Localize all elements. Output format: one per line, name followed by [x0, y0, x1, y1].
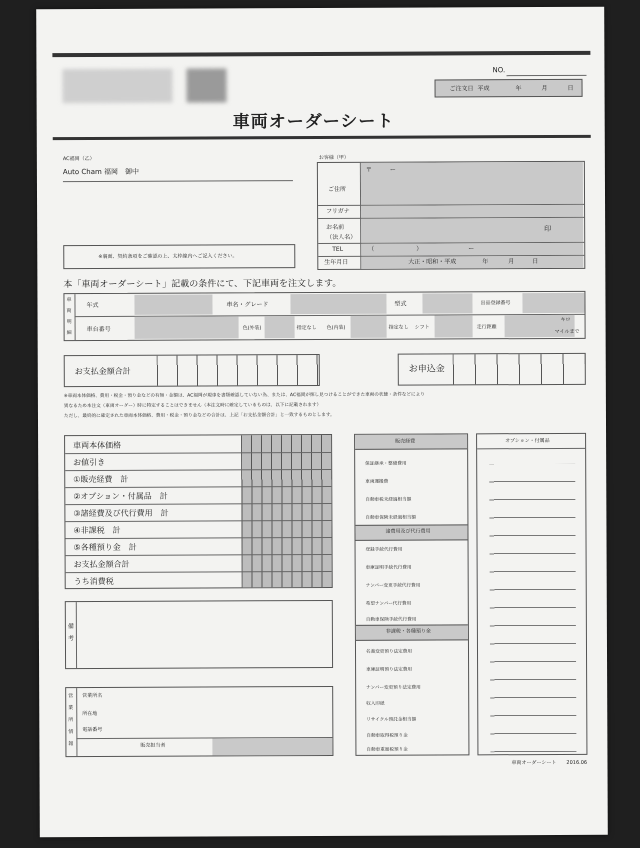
payment-total-label: お支払金額合計 — [74, 366, 131, 377]
cost-item: 自動車保険手続代行費用 — [365, 617, 417, 623]
dealer-address-label: 所在地 — [82, 710, 98, 718]
price-row-label: ④非課税 計 — [73, 525, 121, 536]
dealer-side-3: 所 — [68, 717, 74, 724]
price-row-label: ②オプション・付属品 計 — [73, 491, 168, 502]
no-label: NO. — [492, 66, 506, 75]
cost-item: 自動車税未経過相当額 — [365, 497, 412, 503]
dealer-office-label: 営業所名 — [82, 692, 103, 700]
cost-item: ナンバー変更預り法定費用 — [366, 685, 421, 691]
birth-label: 生年月日 — [324, 258, 349, 266]
price-row-label: ③諸経費及び代行費用 計 — [73, 508, 169, 519]
birth-day: 日 — [532, 258, 539, 266]
notice-box — [63, 244, 295, 269]
remarks-label-1: 備 — [67, 623, 74, 631]
postal-mark: 〒 ー — [365, 166, 396, 174]
shift-label: シフト — [414, 324, 430, 331]
cost-section-title: 販売経費 — [395, 438, 416, 445]
address-label: ご住所 — [327, 185, 347, 193]
interior-color-label: 色(内装) — [326, 324, 346, 331]
page-title: 車両オーダーシート — [232, 111, 395, 133]
order-date-year: 年 — [515, 85, 522, 93]
title-rule — [53, 135, 591, 140]
company-name: Auto Cham 福岡 御中 — [62, 167, 140, 177]
top-rule — [52, 51, 590, 57]
price-row-label: ⑤各種預り金 計 — [73, 542, 137, 553]
company-underline — [63, 180, 293, 182]
payment-total-box[interactable] — [64, 354, 320, 387]
shift-field[interactable] — [435, 315, 473, 337]
no-underline — [506, 75, 586, 76]
ac-label: AC福岡（乙） — [62, 155, 95, 163]
dealer-side-1: 営 — [68, 693, 74, 700]
options-box — [476, 433, 587, 755]
cost-item: ナンバー変更手続代行費用 — [365, 583, 421, 589]
tel-close: ） — [416, 245, 423, 253]
order-date-era: 平成 — [477, 85, 490, 93]
year-field[interactable] — [134, 294, 212, 314]
order-date-label: ご注文日 — [449, 85, 474, 93]
mile-unit: マイルまで — [554, 328, 580, 335]
vehicle-side-1: 車 — [66, 297, 72, 304]
year-label: 年式 — [86, 301, 99, 310]
price-row-label: ①販売経費 計 — [73, 474, 129, 485]
cost-item: 自動車重量税預り金 — [366, 747, 408, 753]
price-row-label: お支払金額合計 — [73, 559, 130, 570]
dealer-divider — [76, 688, 77, 756]
cost-item: 保証継承・整備費用 — [365, 461, 407, 467]
vehicle-box — [63, 291, 585, 341]
mileage-label: 走行距離 — [476, 324, 497, 331]
remarks-box[interactable] — [65, 600, 333, 669]
chassis-field[interactable] — [135, 316, 239, 338]
model-field[interactable] — [422, 293, 472, 313]
cost-item: 自動車保険未経過相当額 — [365, 515, 416, 521]
interior-color-field[interactable] — [351, 316, 387, 338]
furigana-label: フリガナ — [326, 207, 350, 215]
blurred-logo-mark — [186, 68, 226, 102]
vehicle-side-3: 明 — [66, 319, 72, 326]
reg-number-label: 出品登録番号 — [480, 300, 511, 307]
cost-section-title: 諸費用及び代行費用 — [385, 528, 431, 535]
deposit-label: お申込金 — [408, 364, 445, 375]
vehicle-side-2: 両 — [66, 308, 72, 315]
chassis-label: 車台番号 — [86, 325, 111, 334]
birth-era: 大正・昭和・平成 — [408, 258, 457, 266]
options-title: オプション・付属品 — [505, 438, 550, 445]
customer-box — [317, 161, 585, 270]
cost-item: リサイクル預託金相当額 — [366, 717, 417, 723]
car-name-field[interactable] — [290, 294, 386, 314]
options-header-line — [477, 448, 585, 449]
car-name-label: 車名・グレード — [226, 301, 269, 309]
tel-dash: ー — [468, 245, 475, 253]
price-table — [64, 434, 333, 589]
deposit-box[interactable] — [398, 353, 586, 386]
order-date-day: 日 — [567, 84, 574, 92]
cost-item: 希望ナンバー代行費用 — [365, 601, 412, 607]
footer-text: 車両オーダーシート 2016.06 — [511, 759, 588, 767]
cost-item: 自動車取得税預り金 — [366, 733, 408, 739]
terms-line-1: ※車両本体価格、費用・税金・預り金などの有無・金額は、AC福岡が現車を書類確認していない為、または、AC福岡が探し見つけることができた車両の状態・条件などにより — [63, 392, 425, 400]
blurred-logo — [62, 69, 172, 103]
name-label: お名前 （法人名） — [326, 223, 357, 241]
birth-field[interactable] — [361, 256, 583, 269]
price-amount-grid — [241, 435, 332, 587]
exterior-none: 指定なし — [296, 325, 317, 332]
order-statement: 本「車両オーダーシート」記載の条件にて、下記車両を注文します。 — [63, 278, 342, 291]
terms-line-2: 異なるため本注文（車両オーダー）時に特定することはできません（本注文時に確定しているものは、以下に記載されます） — [63, 403, 322, 410]
cost-item: 名義変更預り法定費用 — [365, 649, 412, 655]
order-date-box[interactable] — [435, 79, 583, 98]
cost-item: 車庫証明手続代行費用 — [365, 565, 412, 571]
tel-open: （ — [368, 245, 375, 253]
km-unit: キロ — [560, 316, 571, 323]
terms-line-3: ただし、最終的に確定された車両本体価格、費用・税金・預り金などの合計は、上記「お支払金額合計」と一致するものとします。 — [63, 412, 335, 420]
dealer-box — [65, 686, 333, 757]
birth-month: 月 — [508, 258, 515, 266]
deposit-digits — [453, 354, 585, 385]
options-lines — [489, 464, 576, 752]
order-sheet-paper — [36, 7, 608, 837]
dealer-phone-label: 電話番号 — [82, 726, 103, 734]
payment-total-digits — [157, 355, 319, 386]
notice-text: ※裏面、契約条項をご確認の上、太枠線内へご記入ください。 — [98, 253, 238, 260]
dealer-side-2: 業 — [68, 705, 74, 712]
remarks-label-2: 考 — [67, 635, 74, 643]
customer-label: お客様（甲） — [318, 154, 349, 162]
remarks-divider — [76, 602, 77, 668]
model-label: 型式 — [394, 300, 407, 308]
cost-box — [354, 433, 469, 755]
exterior-color-label: 色(外装) — [242, 325, 262, 332]
cost-item: 車両運搬費 — [365, 479, 389, 485]
birth-year: 年 — [482, 258, 489, 266]
seal-mark: 印 — [544, 224, 552, 234]
exterior-color-field[interactable] — [265, 316, 295, 338]
cost-item: 車庫証明預り法定費用 — [366, 667, 413, 673]
vehicle-side-4: 細 — [66, 330, 72, 337]
tel-label: TEL — [332, 245, 344, 253]
price-row-label: お値引き — [73, 457, 106, 468]
reg-number-field[interactable] — [522, 293, 584, 313]
price-row-label: 車両本体価格 — [73, 440, 122, 451]
price-row-label: うち消費税 — [73, 576, 114, 587]
interior-none: 指定なし — [388, 324, 409, 331]
cost-item: 登録手続代行費用 — [365, 547, 403, 553]
staff-field[interactable] — [212, 738, 332, 756]
order-date-month: 月 — [541, 85, 548, 93]
dealer-side-5: 報 — [68, 741, 74, 748]
cost-section-title: 非課税・各種預り金 — [385, 628, 431, 635]
dealer-side-4: 情 — [68, 729, 74, 736]
staff-label: 販売担当者 — [140, 742, 166, 749]
furigana-field[interactable] — [361, 205, 583, 218]
cost-item: 収入印紙 — [366, 701, 385, 707]
